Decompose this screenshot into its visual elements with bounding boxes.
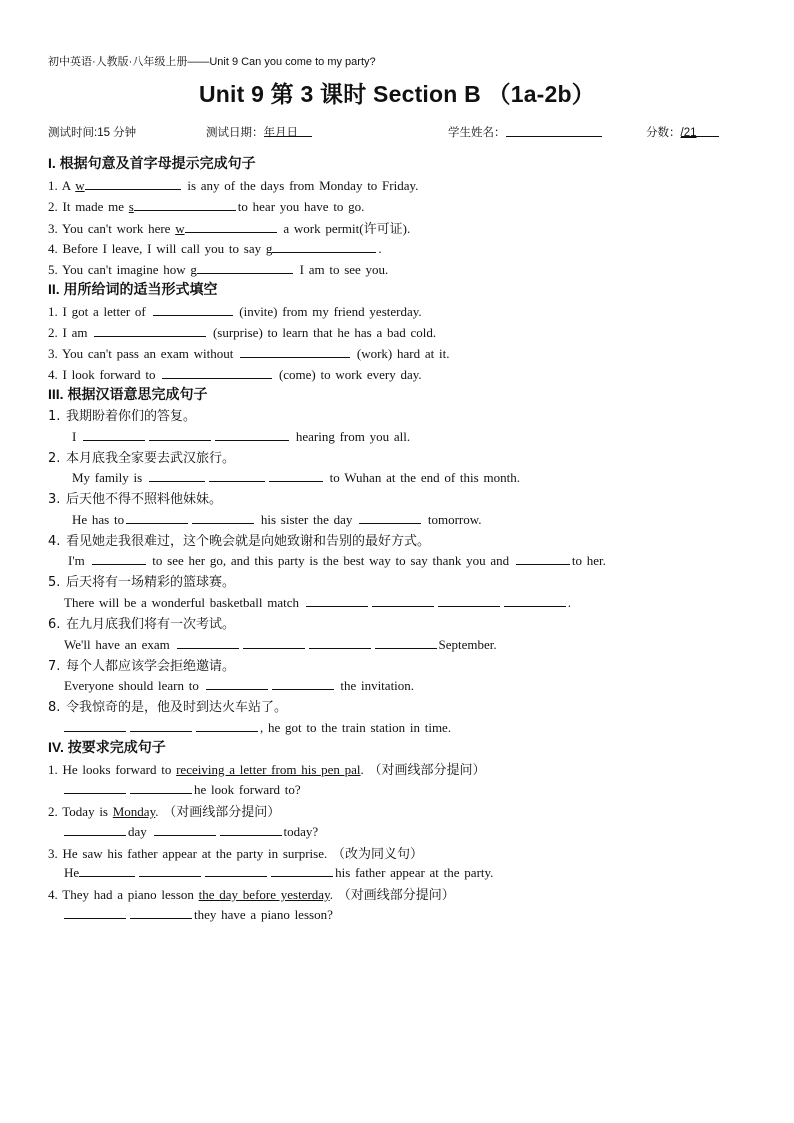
- section-2-heading: II. 用所给词的适当形式填空: [48, 281, 218, 297]
- answer-blank[interactable]: [272, 676, 334, 690]
- instruction: （对画线部分提问）: [163, 805, 281, 820]
- instruction: （对画线部分提问）: [337, 888, 455, 903]
- s2-q2: [48, 323, 436, 341]
- answer-blank[interactable]: [375, 635, 437, 649]
- answer-blank[interactable]: [185, 219, 277, 233]
- s3-q3: [72, 510, 482, 528]
- text: .: [360, 762, 369, 777]
- student-name: [448, 124, 506, 140]
- answer-blank[interactable]: [243, 635, 305, 649]
- text: day: [128, 824, 152, 839]
- text: is any of the days from Monday to Friday.: [182, 178, 419, 193]
- answer-blank[interactable]: [197, 260, 293, 274]
- text: 2. I am: [48, 325, 93, 340]
- answer-blank[interactable]: [134, 197, 236, 211]
- hint-letter: w: [175, 221, 185, 236]
- s3-q1-prompt: 1. 我期盼着你们的答复。: [48, 409, 197, 424]
- text: (come) to work every day.: [274, 367, 422, 382]
- info-bar: [48, 124, 748, 142]
- answer-blank[interactable]: [64, 905, 126, 919]
- text: 3. You can't pass an exam without: [48, 346, 239, 361]
- answer-blank[interactable]: [64, 822, 126, 836]
- text: .: [567, 595, 571, 610]
- section-1-heading: I. 根据句意及首字母提示完成句子: [48, 155, 256, 171]
- answer-blank[interactable]: [438, 593, 500, 607]
- text: .: [329, 887, 338, 902]
- answer-blank[interactable]: [269, 468, 323, 482]
- s4-q1-answer: [64, 780, 301, 798]
- text: .: [155, 804, 164, 819]
- answer-blank[interactable]: [149, 427, 211, 441]
- s1-q4: [48, 239, 382, 257]
- date-label: 测试日期：: [206, 127, 264, 139]
- text: to hear you have to go.: [237, 199, 365, 214]
- text: to see her go, and this party is the best way to say thank you and: [147, 553, 514, 568]
- text: I'm: [68, 553, 90, 568]
- text: 4. They had a piano lesson: [48, 887, 199, 902]
- answer-blank[interactable]: [94, 323, 206, 337]
- s3-q2-prompt: 2. 本月底我全家要去武汉旅行。: [48, 451, 236, 466]
- cn-hint: 许可证: [363, 222, 403, 237]
- text: 4. I look forward to: [48, 367, 161, 382]
- text: to Wuhan at the end of this month.: [324, 470, 520, 485]
- text: .: [378, 241, 382, 256]
- answer-blank[interactable]: [205, 863, 267, 877]
- text: There will be a wonderful basketball match: [64, 595, 304, 610]
- breadcrumb: 初中英语·人教版·八年级上册——Unit 9 Can you come to my party?: [48, 56, 376, 68]
- answer-blank[interactable]: [126, 510, 188, 524]
- s3-q4: [68, 551, 606, 569]
- s2-q3: [48, 344, 449, 362]
- text: tomorrow.: [423, 512, 482, 527]
- s3-q7-prompt: 7. 每个人都应该学会拒绝邀请。: [48, 659, 236, 674]
- answer-blank[interactable]: [139, 863, 201, 877]
- underlined-part: receiving a letter from his pen pal: [176, 762, 361, 777]
- text: 4. Before I leave, I will call you to say: [48, 241, 266, 256]
- answer-blank[interactable]: [177, 635, 239, 649]
- text: , he got to the train station in time.: [260, 720, 452, 735]
- answer-blank[interactable]: [92, 551, 146, 565]
- s3-q3-prompt: 3. 后天他不得不照料他妹妹。: [48, 492, 223, 507]
- hint-letter: w: [75, 178, 85, 193]
- answer-blank[interactable]: [209, 468, 265, 482]
- instruction: （对画线部分提问）: [368, 763, 486, 778]
- score-label: 分数：: [646, 127, 681, 139]
- answer-blank[interactable]: [79, 863, 135, 877]
- answer-blank[interactable]: [516, 551, 570, 565]
- hint-letter: g: [190, 262, 197, 277]
- text: he look forward to?: [194, 782, 301, 797]
- s2-q4: [48, 365, 422, 383]
- answer-blank[interactable]: [162, 365, 272, 379]
- text: 2. Today is: [48, 804, 113, 819]
- s4-q4: [48, 884, 455, 903]
- s1-q1: [48, 176, 418, 194]
- month-label: 月: [275, 127, 287, 139]
- score-total: /21: [680, 127, 697, 139]
- answer-blank[interactable]: [85, 176, 181, 190]
- text: I am to see you.: [294, 262, 389, 277]
- answer-blank[interactable]: [306, 593, 368, 607]
- text: the invitation.: [335, 678, 415, 693]
- text: 1. I got a letter of: [48, 304, 151, 319]
- text: hearing from you all.: [291, 429, 411, 444]
- answer-blank[interactable]: [220, 822, 282, 836]
- s3-q4-prompt: 4. 看见她走我很难过，这个晚会就是向她致谢和告别的最好方式。: [48, 534, 431, 549]
- text: 2. It made me: [48, 199, 129, 214]
- underlined-part: Monday: [112, 804, 156, 819]
- s3-q6: [64, 635, 497, 653]
- score: [646, 124, 697, 140]
- hint-letter: g: [265, 241, 273, 256]
- instruction: （改为同义句）: [332, 847, 424, 862]
- s3-q5: [64, 593, 571, 611]
- text: 5. You can't imagine how: [48, 262, 191, 277]
- text: 3. You can't work here: [48, 221, 176, 236]
- s4-q2-answer: [64, 822, 318, 840]
- section-3-heading: III. 根据汉语意思完成句子: [48, 386, 208, 402]
- underlined-part: the day before yesterday: [198, 887, 330, 902]
- s4-q4-answer: [64, 905, 333, 923]
- text: September.: [438, 637, 497, 652]
- s3-q6-prompt: 6. 在九月底我们将有一次考试。: [48, 617, 236, 632]
- text: (work) hard at it.: [352, 346, 450, 361]
- s4-q1: [48, 759, 486, 778]
- answer-blank[interactable]: [154, 822, 216, 836]
- s1-q3: [48, 218, 410, 237]
- answer-blank[interactable]: [196, 718, 258, 732]
- test-time: 测试时间:15 分钟: [48, 127, 137, 139]
- answer-blank[interactable]: [130, 780, 192, 794]
- answer-blank[interactable]: [130, 718, 192, 732]
- s2-q1: [48, 302, 422, 320]
- answer-blank[interactable]: [192, 510, 254, 524]
- text: My family is: [72, 470, 147, 485]
- text: his sister the day: [256, 512, 358, 527]
- answer-blank[interactable]: [359, 510, 421, 524]
- text: He: [64, 865, 80, 880]
- s4-q3-answer: [64, 863, 493, 881]
- section-4-heading: IV. 按要求完成句子: [48, 739, 166, 755]
- answer-blank[interactable]: [64, 780, 126, 794]
- s1-q5: [48, 260, 388, 278]
- day-end-blank: [298, 124, 300, 137]
- hint-letter: s: [128, 199, 134, 214]
- text: today?: [283, 824, 319, 839]
- text: a work permit(: [278, 221, 364, 236]
- answer-blank[interactable]: [271, 863, 333, 877]
- name-label: 学生姓名：: [448, 127, 506, 139]
- page-title: Unit 9 第 3 课时 Section B （1a-2b）: [199, 81, 595, 107]
- text: 1. He looks forward to: [48, 762, 177, 777]
- s3-q2: [72, 468, 520, 486]
- answer-blank[interactable]: [130, 905, 192, 919]
- answer-blank[interactable]: [504, 593, 566, 607]
- text: they have a piano lesson?: [194, 907, 333, 922]
- answer-blank[interactable]: [372, 593, 434, 607]
- test-date: [206, 124, 298, 140]
- answer-blank[interactable]: [206, 676, 268, 690]
- s3-q7: [64, 676, 414, 694]
- score-blank[interactable]: [681, 124, 719, 137]
- text: his father appear at the party.: [335, 865, 494, 880]
- text: (invite) from my friend yesterday.: [234, 304, 422, 319]
- text: Everyone should learn to: [64, 678, 204, 693]
- s3-q8-prompt: 8. 令我惊奇的是，他及时到达火车站了。: [48, 700, 288, 715]
- text: 3. He saw his father appear at the party in surprise.: [48, 846, 332, 861]
- s3-q8: [64, 718, 451, 736]
- text: 1. A: [48, 178, 76, 193]
- s3-q1: [72, 427, 410, 445]
- answer-blank[interactable]: [215, 427, 289, 441]
- day-label: 日: [286, 127, 298, 139]
- s4-q2: [48, 801, 280, 820]
- s4-q3: [48, 843, 423, 862]
- text: to her.: [571, 553, 606, 568]
- answer-blank[interactable]: [309, 635, 371, 649]
- year-label: 年: [263, 127, 275, 139]
- s3-q5-prompt: 5. 后天将有一场精彩的篮球赛。: [48, 575, 236, 590]
- text: He has to: [72, 512, 125, 527]
- text: ).: [402, 221, 411, 236]
- answer-blank[interactable]: [83, 427, 145, 441]
- s1-q2: [48, 197, 364, 215]
- answer-blank[interactable]: [149, 468, 205, 482]
- answer-blank[interactable]: [153, 302, 233, 316]
- text: (surprise) to learn that he has a bad cold.: [208, 325, 437, 340]
- text: I: [72, 429, 82, 444]
- name-blank[interactable]: [506, 124, 602, 137]
- answer-blank[interactable]: [272, 239, 376, 253]
- answer-blank[interactable]: [240, 344, 350, 358]
- text: We'll have an exam: [64, 637, 175, 652]
- answer-blank[interactable]: [64, 718, 126, 732]
